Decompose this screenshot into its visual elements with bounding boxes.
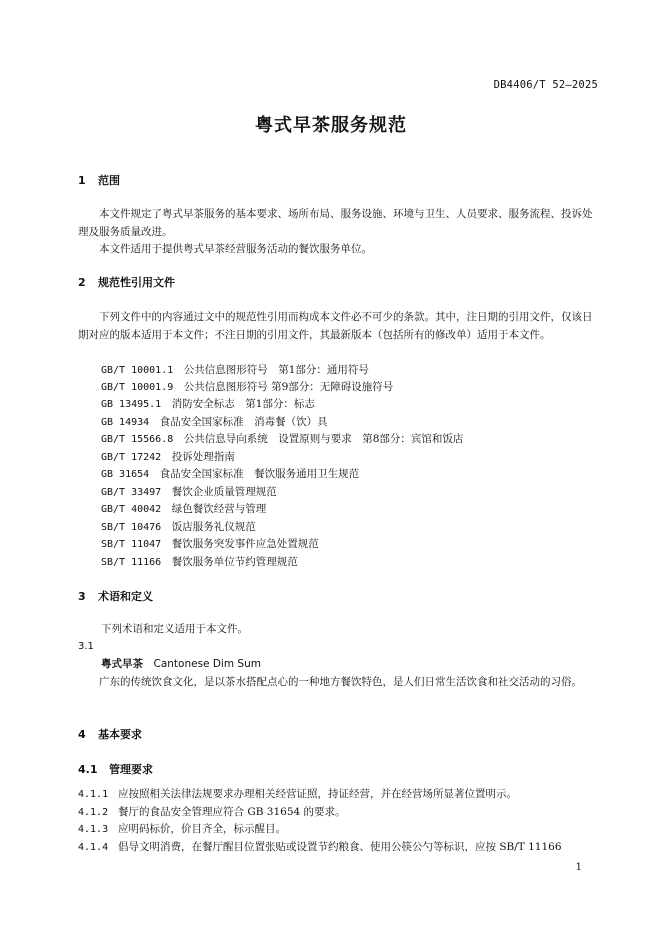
reference-item: [101, 449, 235, 464]
reference-title: 食品安全国家标准 消毒餐（饮）具: [159, 416, 328, 428]
reference-title: 公共信息导向系统 设置原则与要求 第8部分：宾馆和饭店: [183, 433, 464, 445]
reference-item: [101, 519, 256, 534]
reference-item: [101, 554, 298, 569]
section-title: 范围: [98, 174, 120, 187]
reference-code: GB/T 17242: [101, 452, 162, 463]
reference-title: 投诉处理指南: [171, 451, 235, 463]
item-text: 餐厅的食品安全管理应符合 GB 31654 的要求。: [118, 806, 346, 818]
item-number: 4.1.2: [78, 807, 109, 818]
reference-code: GB 31654: [101, 469, 150, 480]
scope-paragraph-2: 本文件适用于提供粤式早茶经营服务活动的餐饮服务单位。: [99, 243, 372, 255]
reference-title: 绿色餐饮经营与管理: [171, 503, 267, 515]
reference-item: [101, 484, 277, 499]
term-definition: 广东的传统饮食文化，是以茶水搭配点心的一种地方餐饮特色，是人们日常生活饮食和社交活动的习俗。: [99, 676, 582, 688]
requirement-item: [78, 839, 562, 854]
item-number: 4.1.1: [78, 789, 109, 800]
term-chinese: 粤式早茶: [101, 658, 143, 670]
section-number: 4: [78, 728, 86, 741]
section-title: 术语和定义: [98, 590, 153, 603]
reference-item: [101, 536, 319, 551]
scope-paragraph-1: 本文件规定了粤式早茶服务的基本要求、场所布局、服务设施、环境与卫生、人员要求、服务流程、投诉处理及服务质量改进。: [78, 208, 593, 238]
section-number: 3: [78, 590, 86, 603]
reference-item: [101, 362, 369, 377]
refs-intro-paragraph: 下列文件中的内容通过文中的规范性引用而构成本文件必不可少的条款。其中，注日期的引用文件，仅该日期对应的版本适用于本文件；不注日期的引用文件，其最新版本（包括所有的修改单）适用于本文件。: [78, 311, 593, 341]
reference-code: SB/T 10476: [101, 522, 162, 533]
reference-code: GB/T 15566.8: [101, 434, 174, 445]
reference-item: [101, 396, 315, 411]
page-title: 粤式早茶服务规范: [255, 115, 407, 136]
reference-item: [101, 379, 393, 394]
requirement-item: [78, 786, 517, 801]
requirement-item: [78, 804, 346, 819]
reference-title: 餐饮服务单位节约管理规范: [171, 556, 298, 568]
reference-title: 饭店服务礼仪规范: [171, 521, 256, 533]
section-title: 规范性引用文件: [98, 276, 175, 289]
section-4-heading: [78, 726, 142, 742]
reference-code: SB/T 11047: [101, 539, 162, 550]
reference-title: 食品安全国家标准 餐饮服务通用卫生规范: [159, 468, 360, 480]
section-2-heading: [78, 274, 175, 290]
section-number: 1: [78, 174, 86, 187]
subsection-number: 4.1: [78, 763, 98, 776]
term-heading: [101, 656, 261, 671]
requirement-item: [78, 821, 286, 836]
reference-code: GB 14934: [101, 417, 150, 428]
item-text: 应明码标价，价目齐全，标示醒目。: [118, 823, 286, 835]
section-number: 2: [78, 276, 86, 289]
subsection-title: 管理要求: [109, 763, 153, 776]
item-number: 4.1.3: [78, 824, 109, 835]
reference-title: 餐饮服务突发事件应急处置规范: [171, 538, 319, 550]
reference-title: 餐饮企业质量管理规范: [171, 486, 277, 498]
reference-item: [101, 414, 328, 429]
reference-title: 消防安全标志 第1部分：标志: [171, 398, 315, 410]
item-number: 4.1.4: [78, 842, 109, 853]
reference-title: 公共信息图形符号 第9部分：无障碍设施符号: [183, 381, 394, 393]
page-number: 1: [575, 862, 582, 873]
subsection-4-1-heading: [78, 761, 153, 777]
reference-code: GB 13495.1: [101, 399, 162, 410]
reference-item: [101, 431, 463, 446]
reference-title: 公共信息图形符号 第1部分：通用符号: [183, 364, 369, 376]
reference-item: [101, 466, 359, 481]
section-title: 基本要求: [98, 728, 142, 741]
term-number: 3.1: [78, 641, 94, 652]
reference-code: SB/T 11166: [101, 557, 162, 568]
reference-code: GB/T 10001.9: [101, 382, 174, 393]
section-1-heading: [78, 172, 120, 188]
item-text: 倡导文明消费，在餐厅醒目位置张贴或设置节约粮食、使用公筷公勺等标识，应按 SB/T 11166: [118, 841, 562, 853]
reference-code: GB/T 33497: [101, 487, 162, 498]
reference-code: GB/T 10001.1: [101, 365, 174, 376]
section-3-heading: [78, 588, 153, 604]
document-number: DB4406/T 52—2025: [493, 79, 598, 91]
item-text: 应按照相关法律法规要求办理相关经营证照，持证经营，并在经营场所显著位置明示。: [118, 788, 517, 800]
reference-item: [101, 501, 266, 516]
term-english: Cantonese Dim Sum: [153, 658, 261, 670]
terms-intro: 下列术语和定义适用于本文件。: [101, 623, 248, 635]
reference-code: GB/T 40042: [101, 504, 162, 515]
